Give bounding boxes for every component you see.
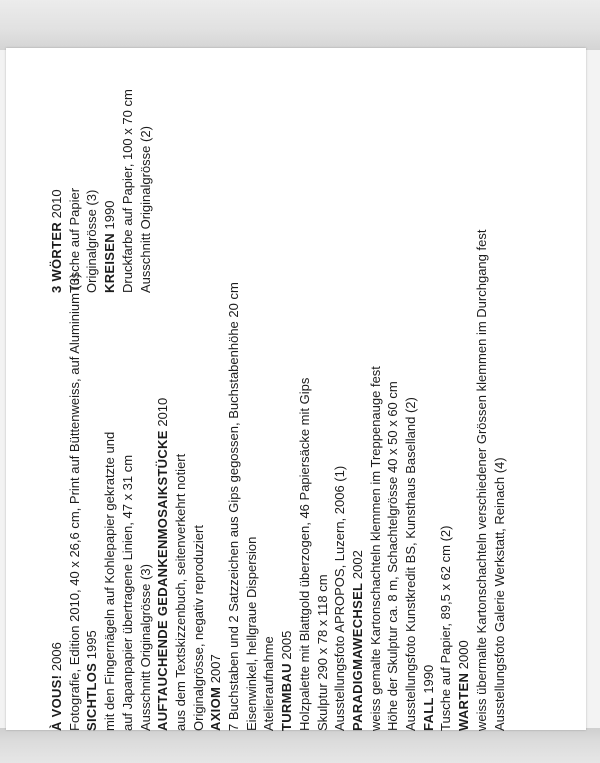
entry-description-line: Druckfarbe auf Papier, 100 x 70 cm — [119, 89, 135, 293]
caption-entry — [455, 230, 508, 731]
entry-title: WARTEN — [456, 672, 472, 731]
entry-heading — [101, 89, 119, 293]
entry-description-line: Höhe der Skulptur ca. 8 m, Schachtelgrösse 40 x 50 x 60 cm — [385, 381, 401, 731]
entry-heading — [154, 230, 172, 731]
entry-year: 1995 — [84, 630, 100, 660]
entry-title: 3 WÖRTER — [49, 221, 64, 293]
entry-description-line: Atelieraufnahme — [261, 636, 277, 731]
entry-description-line: weiss gemalte Kartonschachteln klemmen im Treppenauge fest — [367, 366, 383, 731]
entry-description-line: Originalgrösse, negativ reproduziert — [190, 525, 206, 731]
caption-entry — [207, 230, 278, 731]
caption-column-right — [48, 89, 154, 293]
entry-description-line: Ausstellungsfoto Galerie Werkstatt, Reinach (4) — [491, 457, 507, 731]
entry-heading — [207, 230, 225, 731]
entry-description-line: Ausschnitt Originalgrösse (2) — [137, 126, 153, 293]
rotated-text-block — [48, 75, 600, 731]
entry-description-line: Skulptur 290 x 78 x 118 cm — [314, 574, 330, 731]
entry-heading — [83, 230, 101, 731]
entry-description-line: aus dem Textskizzenbuch, seitenverkehrt notiert — [172, 453, 188, 731]
entry-description-line: Fotografie, Edition 2010, 40 x 26,6 cm, Print auf Büttenweiss, auf Aluminium (3) — [66, 273, 82, 731]
entry-heading — [278, 230, 296, 731]
entry-description-line: Tusche auf Papier — [66, 187, 82, 293]
entry-year: 2000 — [456, 640, 472, 670]
entry-year: 2007 — [208, 654, 224, 684]
entry-description-line: weiss übermalte Kartonschachteln verschiedener Grössen klemmen im Durchgang fest — [473, 229, 489, 731]
entry-description-line: Tusche auf Papier, 89,5 x 62 cm (2) — [438, 525, 454, 731]
entry-description-line: Ausstellungsfoto APROPOS, Luzern, 2006 (1) — [332, 465, 348, 731]
caption-entry — [349, 230, 420, 731]
entry-description-line: Ausstellungsfoto Kunstkredit BS, Kunsthaus Baselland (2) — [403, 397, 419, 731]
entry-title: FALL — [420, 697, 436, 731]
caption-entry — [420, 230, 455, 731]
scan-bottom-edge — [0, 728, 600, 763]
entry-title: TURMBAU — [279, 663, 295, 731]
entry-heading — [420, 230, 438, 731]
caption-entry — [278, 230, 349, 731]
scan-top-edge — [0, 0, 600, 50]
entry-heading — [48, 89, 66, 293]
entry-heading — [48, 230, 66, 731]
entry-year: 1990 — [420, 664, 436, 694]
entry-year: 2010 — [155, 397, 171, 427]
entry-description-line: mit den Fingernägeln auf Kohlepapier gekratzte und — [102, 431, 118, 731]
caption-entry — [83, 230, 154, 731]
entry-description-line: Originalgrösse (3) — [84, 189, 100, 293]
entry-title: À VOUS! — [49, 674, 64, 731]
entry-heading — [455, 230, 473, 731]
caption-entry — [48, 230, 83, 731]
entry-description-line: Holzpalette mit Blattgold überzogen, 46 Papiersäcke mit Gips — [296, 377, 312, 731]
entry-title: SICHTLOS — [84, 662, 100, 731]
entry-heading — [349, 230, 367, 731]
entry-year: 2010 — [49, 189, 64, 219]
entry-description-line: auf Japanpapier übertragene Linien, 47 x 31 cm — [119, 454, 135, 731]
caption-entry — [101, 89, 154, 293]
entry-title: PARADIGMAWECHSEL — [349, 582, 365, 731]
document-page — [6, 48, 586, 730]
entry-title: KREISEN — [102, 233, 118, 293]
entry-year: 2002 — [349, 550, 365, 580]
caption-entry — [48, 89, 101, 293]
entry-year: 2005 — [279, 630, 295, 660]
entry-year: 2006 — [49, 642, 64, 672]
entry-year: 1990 — [102, 200, 118, 230]
entry-description-line: Ausschnitt Originalgrösse (3) — [137, 564, 153, 731]
entry-title: AUFTAUCHENDE GEDANKENMOSAIKSTÜCKE — [155, 430, 171, 731]
caption-column-left — [48, 230, 508, 731]
entry-description-line: Eisenwinkel, hellgraue Dispersion — [243, 536, 259, 731]
entry-description-line: 7 Buchstaben und 2 Satzzeichen aus Gips gegossen, Buchstabenhöhe 20 cm — [226, 282, 242, 731]
caption-entry — [154, 230, 207, 731]
entry-title: AXIOM — [208, 686, 224, 731]
